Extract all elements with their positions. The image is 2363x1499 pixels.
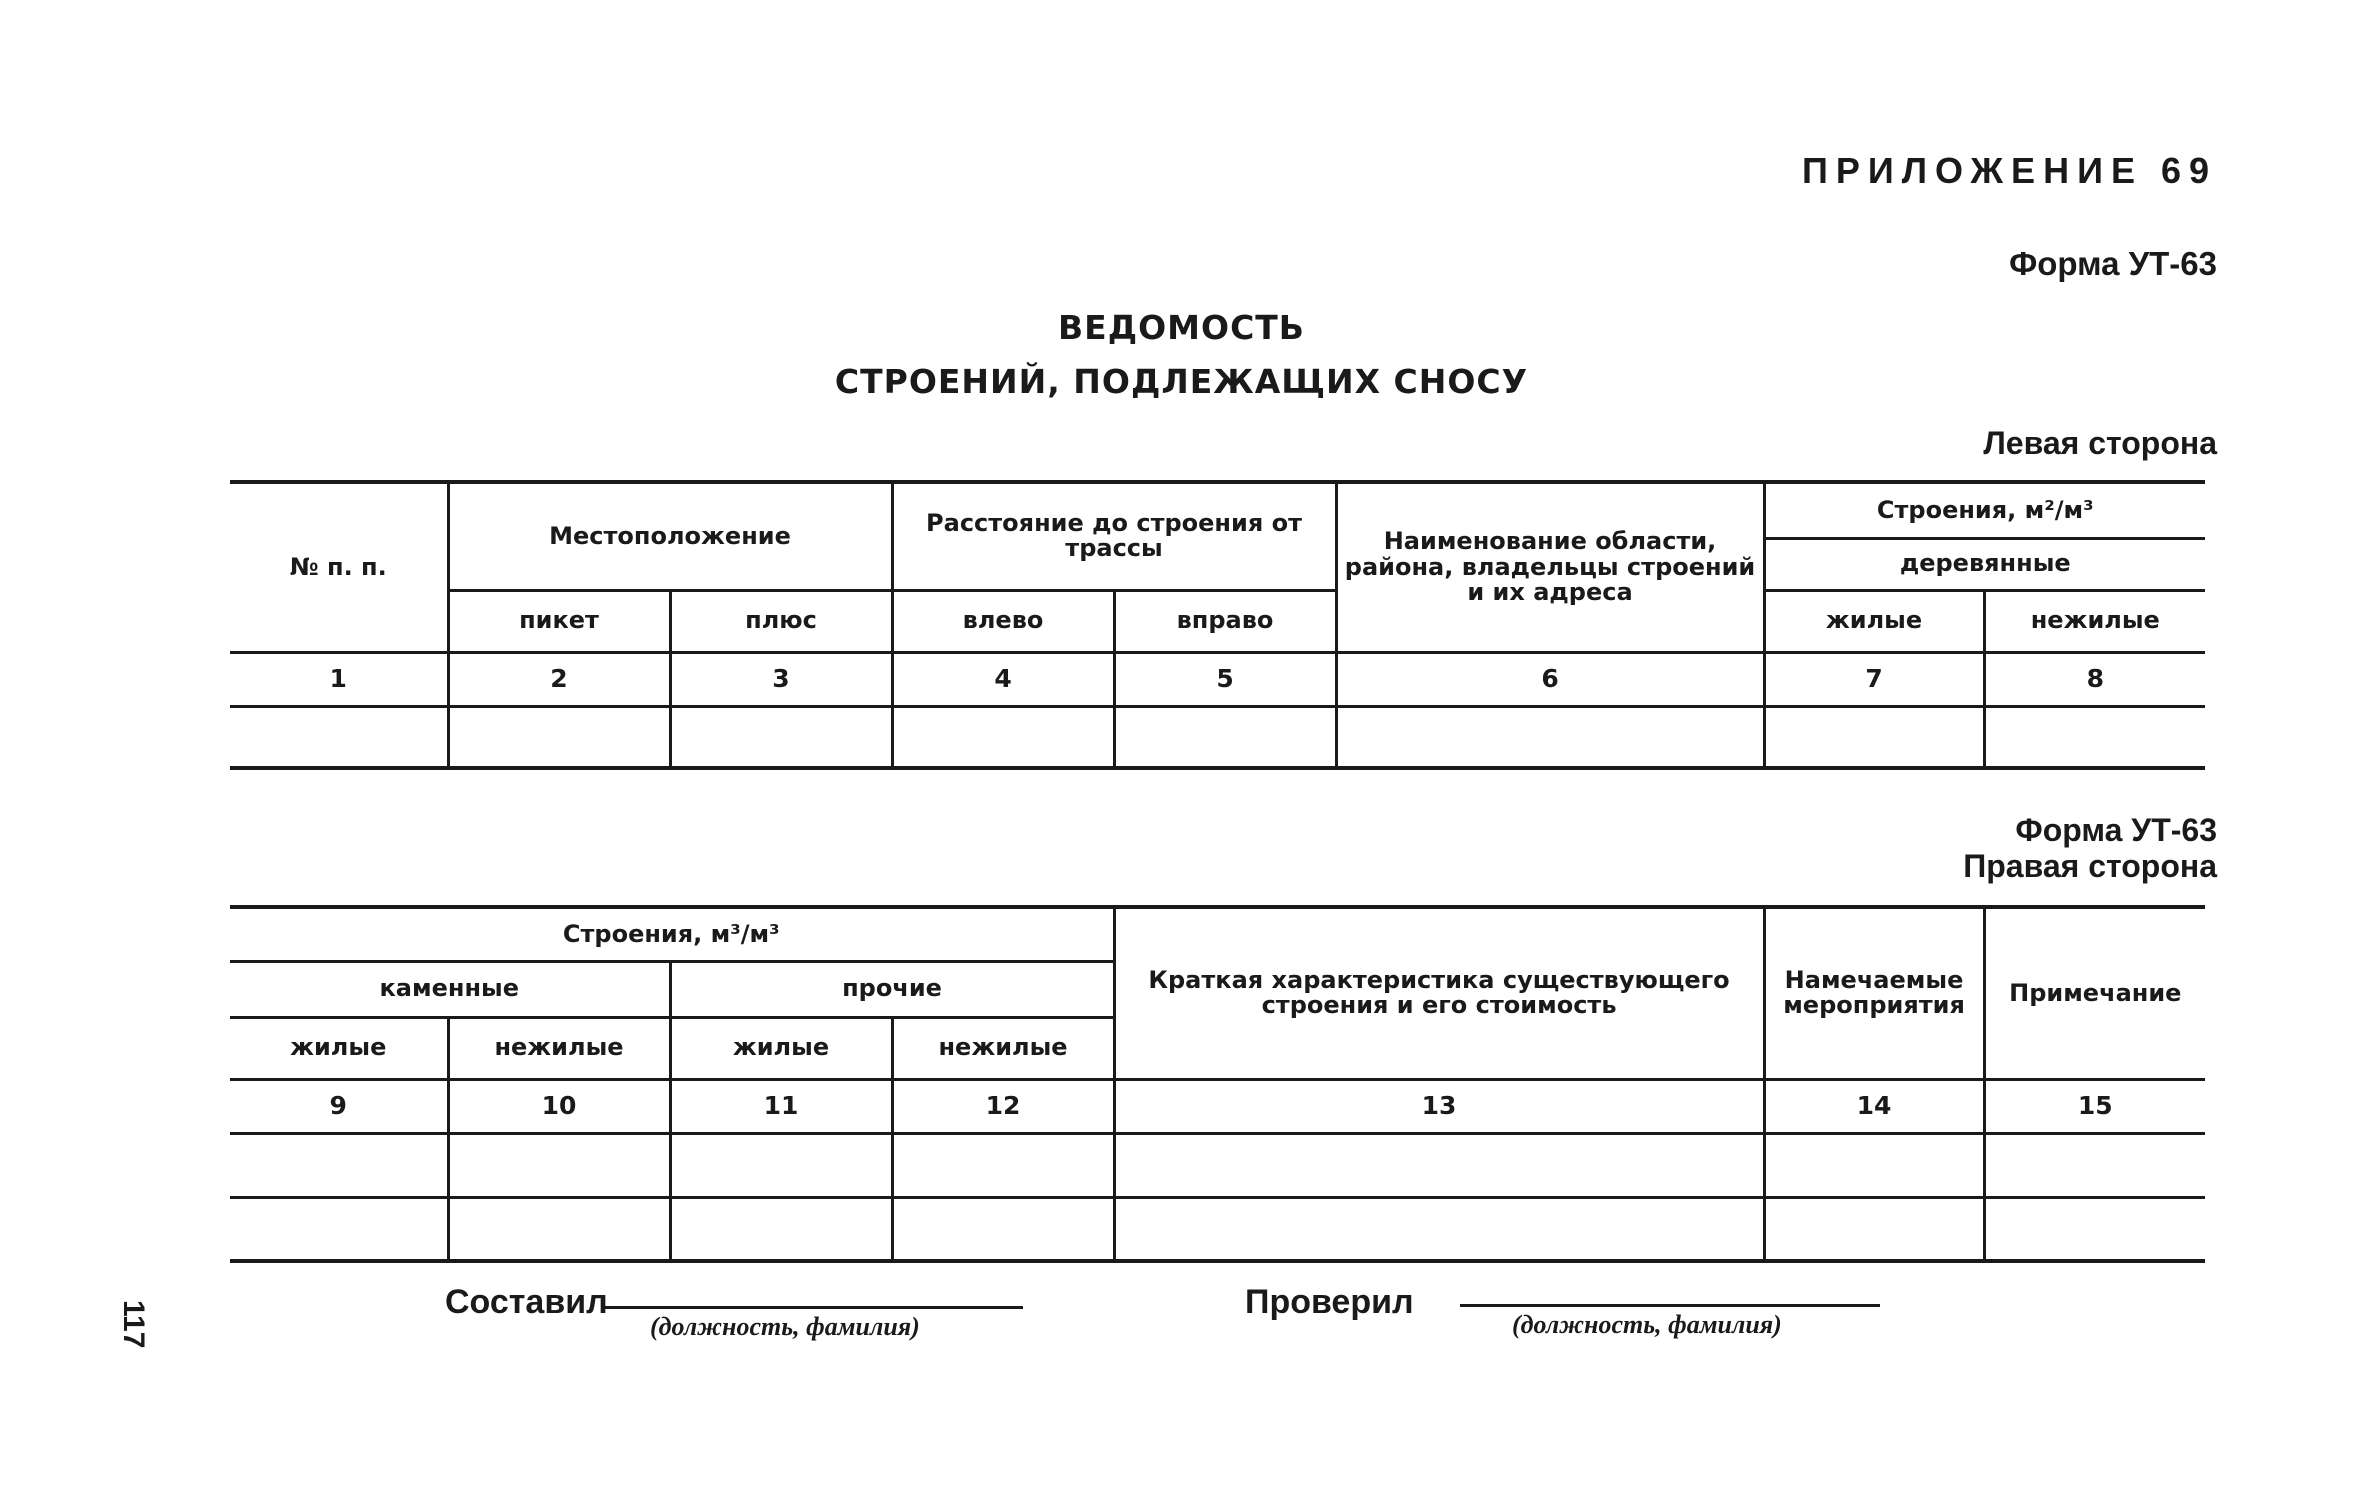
column-number: 8 — [1984, 652, 2205, 706]
empty-cell — [670, 706, 892, 768]
left-side-table — [230, 480, 2205, 770]
empty-cell — [892, 1197, 1114, 1261]
empty-cell — [1984, 1197, 2205, 1261]
empty-cell — [1114, 1133, 1764, 1197]
form-number: Форма УТ-63 — [2009, 245, 2217, 282]
empty-cell — [1114, 1197, 1764, 1261]
empty-cell — [230, 1133, 448, 1197]
empty-cell — [670, 1197, 892, 1261]
page-number: 117 — [117, 1300, 150, 1349]
column-number: 15 — [1984, 1079, 2205, 1133]
header-plus: плюс — [670, 590, 892, 652]
empty-cell — [448, 706, 670, 768]
column-number: 13 — [1114, 1079, 1764, 1133]
header-nonresidential: нежилые — [1984, 590, 2205, 652]
header-buildings: Строения, м³/м³ — [230, 907, 1114, 961]
checked-by-hint: (должность, фамилия) — [1512, 1310, 1782, 1339]
empty-cell — [892, 1133, 1114, 1197]
empty-cell — [1114, 706, 1336, 768]
column-number: 9 — [230, 1079, 448, 1133]
header-owner-name: Наименование области, района, владельцы строений и их адреса — [1336, 482, 1764, 652]
header-num: № п. п. — [230, 482, 448, 652]
header-residential: жилые — [670, 1017, 892, 1079]
empty-cell — [670, 1133, 892, 1197]
compiled-by-line — [603, 1306, 1023, 1309]
compiled-by-label: Составил — [445, 1283, 608, 1321]
empty-cell — [448, 1197, 670, 1261]
empty-cell — [448, 1133, 670, 1197]
checked-by-line — [1460, 1304, 1880, 1307]
column-number: 5 — [1114, 652, 1336, 706]
empty-cell — [230, 1197, 448, 1261]
table-row — [230, 1133, 2205, 1197]
compiled-by-hint: (должность, фамилия) — [650, 1312, 920, 1341]
empty-cell — [1984, 706, 2205, 768]
header-residential: жилые — [230, 1017, 448, 1079]
header-right: вправо — [1114, 590, 1336, 652]
right-side-form-number: Форма УТ-63 — [2015, 812, 2217, 848]
document-title: ВЕДОМОСТЬ — [1058, 308, 1305, 347]
header-measures: Намечаемые мероприятия — [1764, 907, 1984, 1079]
document-subtitle: СТРОЕНИЙ, ПОДЛЕЖАЩИХ СНОСУ — [834, 362, 1529, 401]
left-side-label: Левая сторона — [1983, 425, 2217, 461]
empty-cell — [892, 706, 1114, 768]
column-number: 12 — [892, 1079, 1114, 1133]
header-piket: пикет — [448, 590, 670, 652]
table-row — [230, 1197, 2205, 1261]
right-side-table — [230, 905, 2205, 1263]
checked-by-label: Проверил — [1245, 1283, 1414, 1321]
header-nonresidential: нежилые — [892, 1017, 1114, 1079]
column-number: 3 — [670, 652, 892, 706]
empty-cell — [1984, 1133, 2205, 1197]
empty-cell — [1764, 1133, 1984, 1197]
column-number: 4 — [892, 652, 1114, 706]
header-distance: Расстояние до строения от трассы — [892, 482, 1336, 590]
header-nonresidential: нежилые — [448, 1017, 670, 1079]
empty-cell — [1764, 1197, 1984, 1261]
empty-cell — [1336, 706, 1764, 768]
header-left: влево — [892, 590, 1114, 652]
appendix-label: ПРИЛОЖЕНИЕ 69 — [1801, 150, 2217, 191]
header-location: Местоположение — [448, 482, 892, 590]
table-row — [230, 706, 2205, 768]
header-buildings: Строения, м²/м³ — [1764, 482, 2205, 538]
empty-cell — [230, 706, 448, 768]
header-wooden: деревянные — [1764, 538, 2205, 590]
column-number: 10 — [448, 1079, 670, 1133]
column-number: 14 — [1764, 1079, 1984, 1133]
header-residential: жилые — [1764, 590, 1984, 652]
column-number: 11 — [670, 1079, 892, 1133]
header-description: Краткая характеристика существующего строения и его стоимость — [1114, 907, 1764, 1079]
column-number: 6 — [1336, 652, 1764, 706]
empty-cell — [1764, 706, 1984, 768]
column-number: 2 — [448, 652, 670, 706]
right-side-label: Правая сторона — [1963, 848, 2217, 884]
column-number: 7 — [1764, 652, 1984, 706]
column-number: 1 — [230, 652, 448, 706]
header-stone: каменные — [230, 961, 670, 1017]
header-other: прочие — [670, 961, 1114, 1017]
header-note: Примечание — [1984, 907, 2205, 1079]
